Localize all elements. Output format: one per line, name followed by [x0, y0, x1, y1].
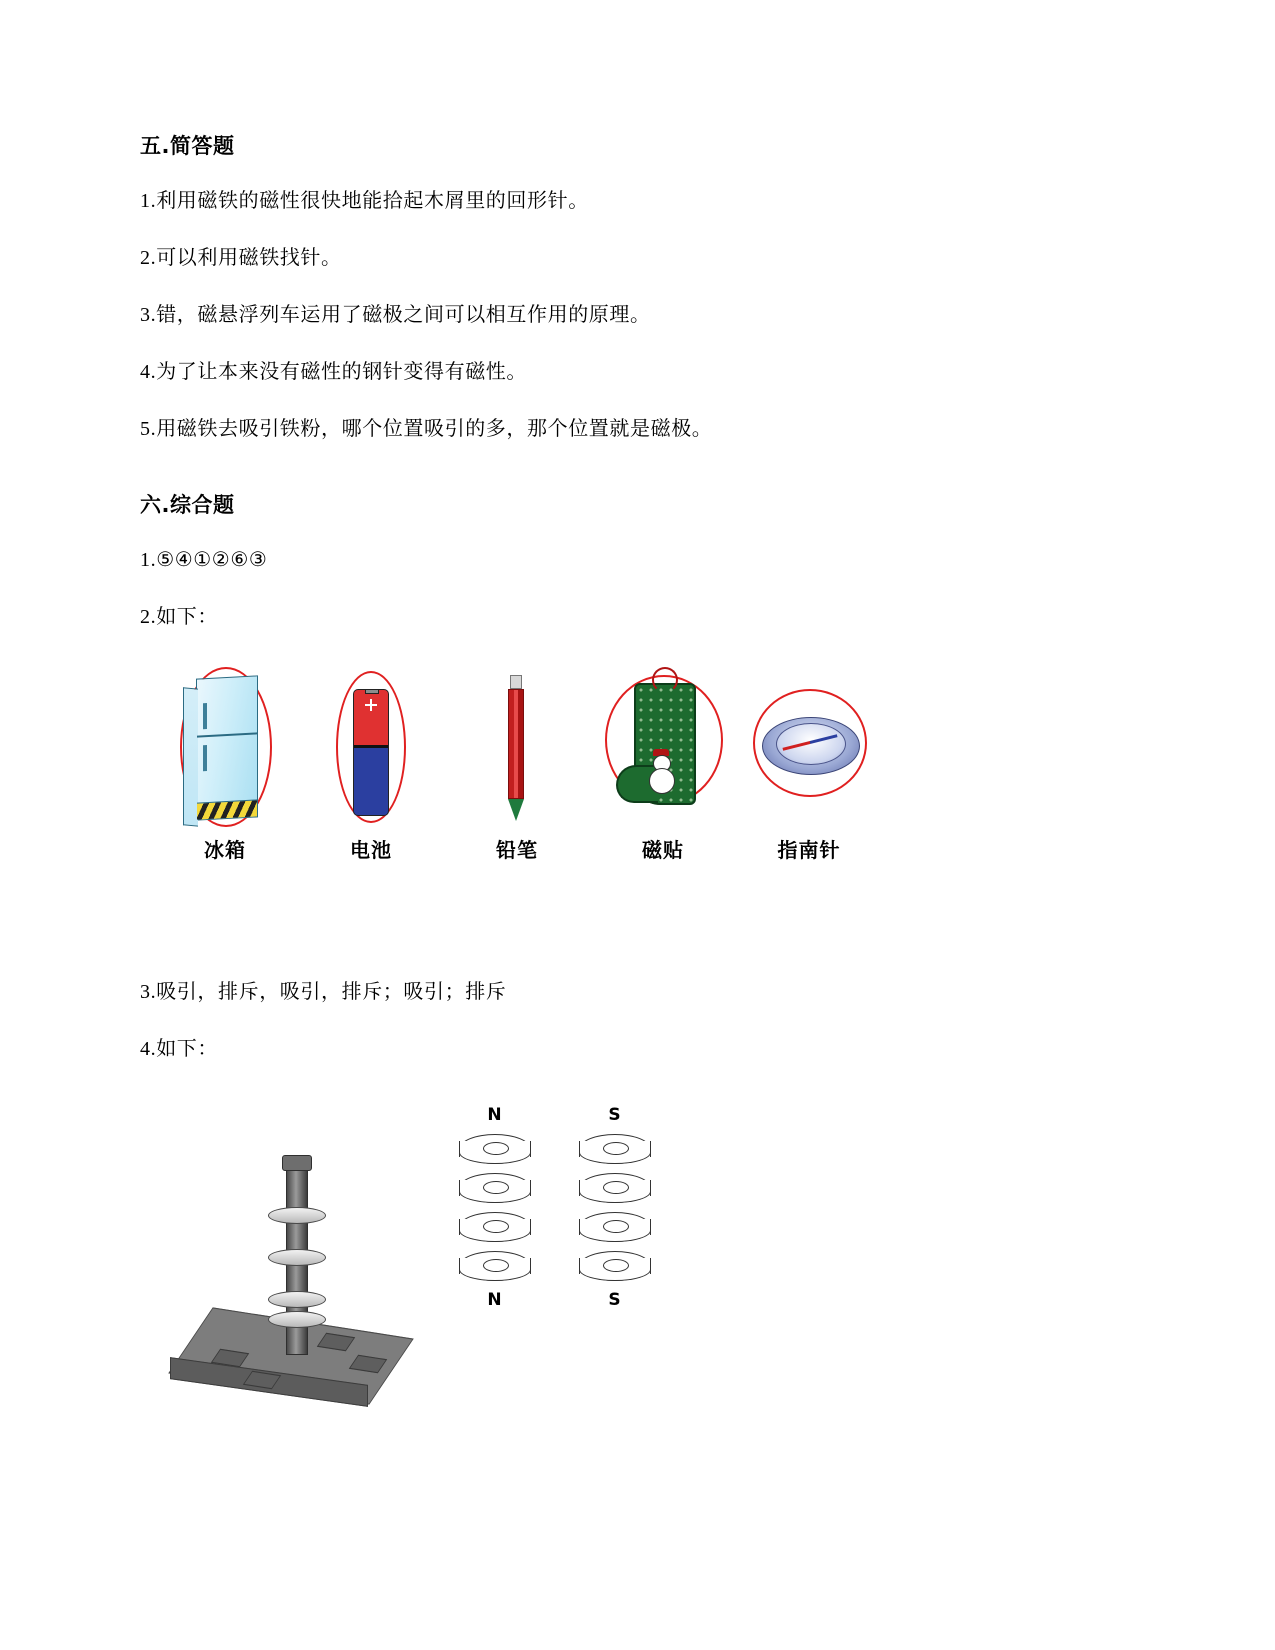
answer-6-3: 3.吸引，排斥，吸引，排斥；吸引；排斥 [140, 981, 507, 1003]
magnet-sticker-icon [598, 659, 728, 834]
object-label-magnet-sticker: 磁贴 [642, 838, 684, 862]
object-item-compass [744, 659, 874, 863]
sock-magnet-body [634, 683, 696, 805]
refrigerator-icon [160, 659, 290, 834]
answer-6-2: 2.如下： [140, 606, 218, 628]
figure-objects [160, 659, 880, 909]
answer-5-5: 5.用磁铁去吸引铁粉，哪个位置吸引的多，那个位置就是磁极。 [140, 418, 713, 440]
sock-hook-icon [652, 667, 678, 693]
object-label-pencil: 铅笔 [496, 838, 538, 862]
document-content [140, 130, 1140, 1435]
magnet-ring [579, 1212, 651, 1242]
object-label-battery: 电池 [350, 838, 392, 862]
object-item-battery [306, 659, 436, 863]
compass-body [762, 703, 858, 783]
object-label-refrigerator: 冰箱 [204, 838, 246, 862]
magnet-ring [459, 1251, 531, 1281]
magnet-column-s [570, 1105, 660, 1310]
section-heading-5: 五.简答题 [140, 134, 235, 158]
answer-5-1: 1.利用磁铁的磁性很快地能拾起木屑里的回形针。 [140, 190, 589, 212]
answer-5-4: 4.为了让本来没有磁性的钢针变得有磁性。 [140, 361, 527, 383]
answer-5-2: 2.可以利用磁铁找针。 [140, 247, 342, 269]
magnet-ring [579, 1134, 651, 1164]
magnet-ring [579, 1251, 651, 1281]
magnet-ring [579, 1173, 651, 1203]
magnet-stand-icon [170, 1145, 440, 1415]
battery-body [353, 689, 389, 816]
pole-label-top-n: N [487, 1105, 503, 1125]
magnet-ring [459, 1173, 531, 1203]
snowman-icon [648, 755, 674, 795]
object-label-compass: 指南针 [777, 838, 841, 862]
object-item-refrigerator [160, 659, 290, 863]
answer-6-1: 1.⑤④①②⑥③ [140, 549, 268, 571]
figure-magnet-stand [160, 1105, 800, 1435]
answer-6-4: 4.如下： [140, 1038, 218, 1060]
refrigerator-body [196, 675, 258, 820]
magnet-ring [459, 1134, 531, 1164]
object-item-magnet-sticker [598, 659, 728, 863]
pole-label-top-s: S [608, 1105, 622, 1125]
pencil-body [508, 675, 524, 825]
magnet-ring [459, 1212, 531, 1242]
pole-label-bottom-s: S [608, 1290, 622, 1310]
magnet-column-n [450, 1105, 540, 1310]
pole-label-bottom-n: N [487, 1290, 503, 1310]
object-item-pencil [452, 659, 582, 863]
answer-5-3: 3.错，磁悬浮列车运用了磁极之间可以相互作用的原理。 [140, 304, 651, 326]
section-heading-6: 六.综合题 [140, 493, 235, 517]
battery-icon [306, 659, 436, 834]
pencil-icon [452, 659, 582, 834]
compass-icon [744, 659, 874, 834]
